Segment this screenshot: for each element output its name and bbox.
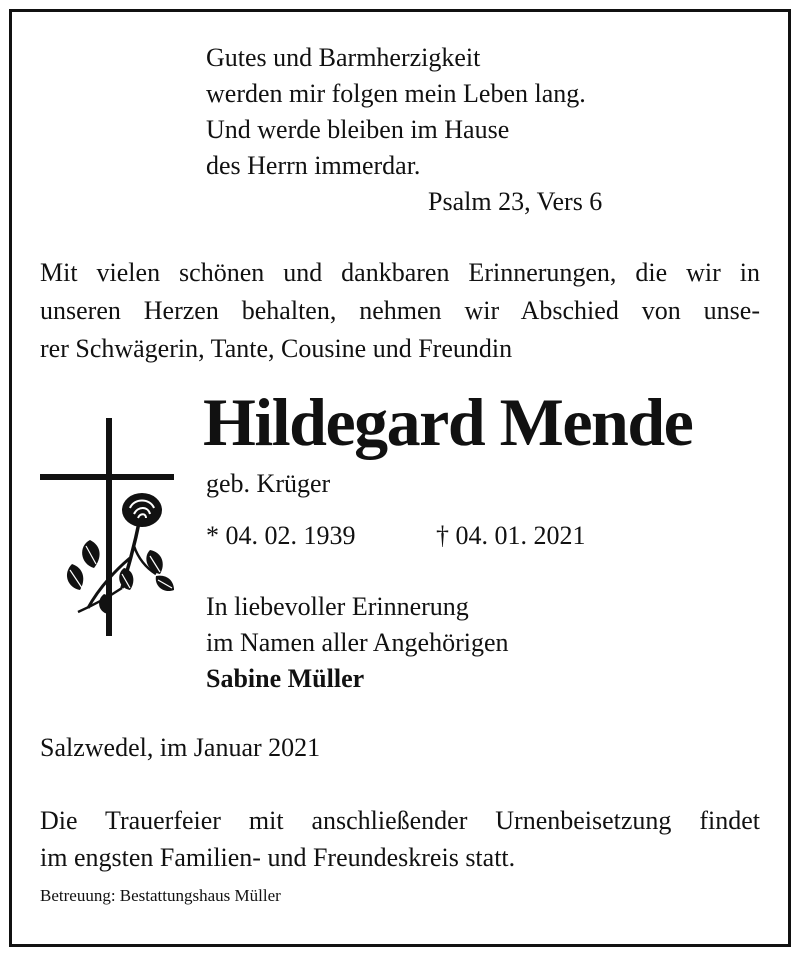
intro-line: Mit vielen schönen und dankbaren Erinnerungen, die wir in	[40, 258, 760, 287]
intro-line: unseren Herzen behalten, nehmen wir Abschied von unse-	[40, 296, 760, 325]
bible-verse	[206, 40, 586, 184]
undertaker-credit: Betreuung: Bestattungshaus Müller	[40, 886, 281, 905]
signer-name: Sabine Müller	[206, 664, 365, 693]
signoff-line: In liebevoller Erinnerung	[206, 592, 469, 621]
place-date: Salzwedel, im Januar 2021	[40, 733, 321, 762]
signoff	[206, 589, 509, 697]
signoff-line: im Namen aller Angehörigen	[206, 628, 509, 657]
verse-line: werden mir folgen mein Leben lang.	[206, 79, 586, 108]
service-line: Die Trauerfeier mit anschließender Urnenbeisetzung findet	[40, 806, 760, 835]
cross-with-rose-icon	[38, 418, 178, 640]
birth-name: geb. Krüger	[206, 469, 331, 498]
verse-line: des Herrn immerdar.	[206, 151, 421, 180]
verse-line: Gutes und Barmherzigkeit	[206, 43, 481, 72]
service-line: im engsten Familien- und Freundeskreis statt.	[40, 843, 516, 872]
service-text	[40, 802, 760, 876]
verse-line: Und werde bleiben im Hause	[206, 115, 510, 144]
intro-text	[40, 254, 760, 368]
intro-line: rer Schwägerin, Tante, Cousine und Freundin	[40, 334, 513, 363]
deceased-name: Hildegard Mende	[203, 384, 693, 460]
death-date: † 04. 01. 2021	[436, 521, 586, 550]
verse-reference: Psalm 23, Vers 6	[428, 187, 603, 216]
birth-date: * 04. 02. 1939	[206, 521, 356, 550]
